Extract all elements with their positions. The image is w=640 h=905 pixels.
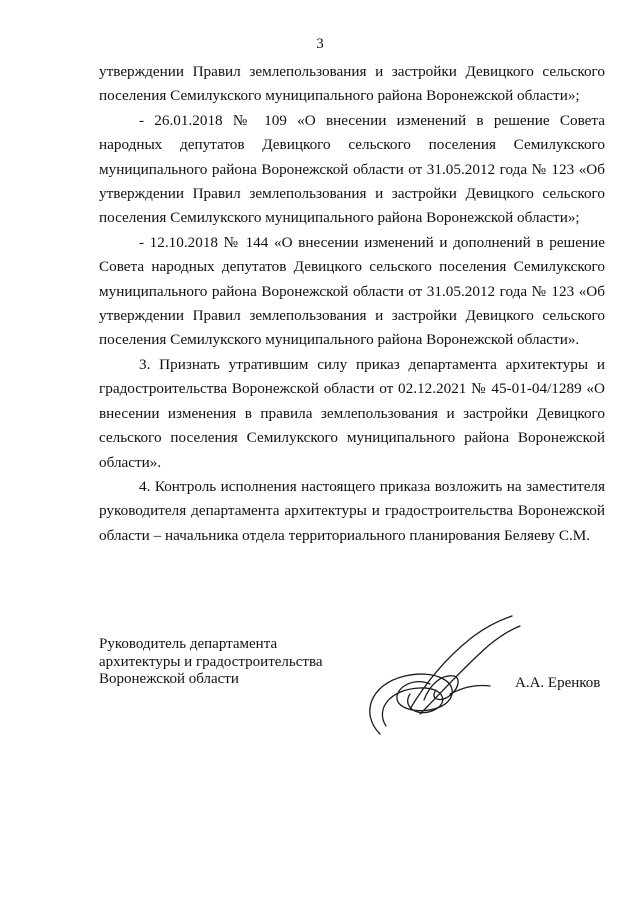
paragraph-decision-144: - 12.10.2018 № 144 «О внесении изменений и дополнений в решение Совета народных депутатов Девицкого сельского поселения Семилукского муниципального района Воронежской области от 31.05.2012 года № 123 «Об утверждении Правил землепользования и застройки Девицкого сельского поселения Семилукского муниципального района Воронежской области». bbox=[99, 233, 605, 349]
handwritten-signature bbox=[350, 614, 530, 754]
document-body bbox=[99, 60, 605, 548]
paragraph-item-3: 3. Признать утратившим силу приказ департамента архитектуры и градостроительства Воронежской области от 02.12.2021 № 45-01-04/1289 «О внесении изменения в правила землепользования и застройки Девицкого сельского поселения Семилукского муниципального района Воронежской области». bbox=[99, 355, 605, 471]
signer-position-line-3: Воронежской области bbox=[99, 671, 239, 688]
signer-position bbox=[99, 636, 322, 689]
signer-position-line-2: архитектуры и градостроительства bbox=[99, 653, 323, 670]
page-number: 3 bbox=[316, 36, 324, 52]
paragraph-continuation: утверждении Правил землепользования и застройки Девицкого сельского поселения Семилукского муниципального района Воронежской области»; bbox=[99, 63, 605, 105]
paragraph-decision-109: - 26.01.2018 № 109 «О внесении изменений в решение Совета народных депутатов Девицкого сельского поселения Семилукского муниципального района Воронежской области от 31.05.2012 года № 123 «Об утверждении Правил землепользования и застройки Девицкого сельского поселения Семилукского муниципального района Воронежской области»; bbox=[99, 111, 605, 227]
signer-name: А.А. Еренков bbox=[515, 675, 601, 691]
signer-position-line-1: Руководитель департамента bbox=[99, 636, 278, 652]
paragraph-item-4: 4. Контроль исполнения настоящего приказа возложить на заместителя руководителя департамента архитектуры и градостроительства Воронежской области – начальника отдела территориального планирования Беляеву С.М. bbox=[99, 477, 605, 544]
